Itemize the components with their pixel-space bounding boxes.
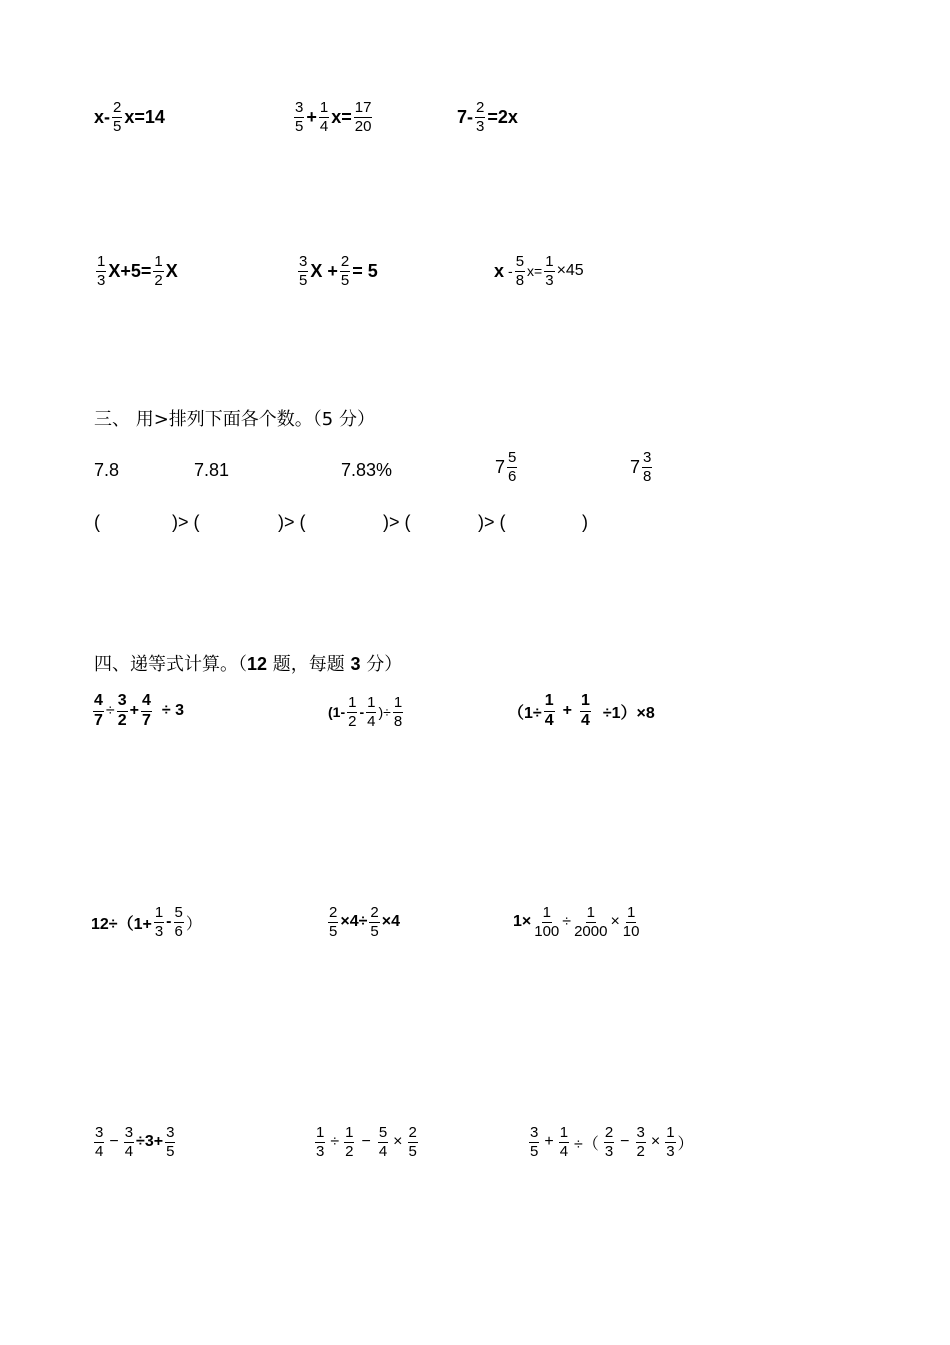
calc-5-op: ×4÷	[340, 913, 368, 931]
fraction: 1 3	[97, 253, 106, 289]
equation-6-part-c: ×45	[556, 262, 584, 280]
fraction: $\frac{1}{8}$	[393, 694, 403, 730]
minus-operator: -	[508, 263, 513, 280]
fraction: $\frac{1}{2}$	[154, 253, 163, 289]
minus-operator: -	[359, 704, 365, 721]
mixed-number-whole: 7	[630, 456, 641, 477]
calc-4-tail: ）	[185, 915, 202, 933]
equation-5	[296, 254, 378, 289]
fraction: $\frac{3}{4}$	[124, 1124, 134, 1160]
fraction: $\frac{17}{20}$	[354, 99, 372, 135]
plus-operator: +	[544, 1133, 554, 1151]
minus-operator: -	[166, 913, 172, 931]
calc-4-part-a: 12÷（1+	[91, 915, 152, 933]
calc-8	[313, 1125, 420, 1160]
equation-2	[292, 100, 374, 135]
fraction: $\frac{1}{10}$	[622, 904, 640, 940]
equation-1	[94, 100, 165, 135]
equation-3-part-a: 7-	[457, 106, 474, 127]
multiply-operator: ×	[650, 1133, 661, 1151]
fraction: 1 4	[367, 694, 376, 730]
equation-6	[494, 254, 584, 289]
calc-4	[91, 905, 202, 940]
order-slot-sep-4: )> (	[478, 512, 506, 532]
fraction: $\frac{1}{4}$	[559, 1124, 569, 1160]
fraction: $\frac{3}{5}$	[166, 1124, 175, 1160]
fraction: $\frac{1}{3}$	[316, 1124, 325, 1160]
multiply-operator: ×	[393, 1133, 403, 1151]
order-slot-sep-1: )> (	[172, 512, 200, 532]
minus-operator: −	[361, 1133, 371, 1151]
fraction: $\frac{1}{3}$	[154, 904, 164, 940]
calc-6-part-a: 1×	[513, 913, 532, 931]
calc-7	[92, 1125, 177, 1160]
equation-3	[457, 100, 518, 135]
number-3: 7.83%	[341, 460, 393, 480]
calc-5-tail: ×4	[381, 913, 400, 931]
plus-operator: +	[129, 702, 139, 720]
mixed-number-whole: 7	[495, 456, 506, 477]
order-slot-open: (	[94, 512, 100, 532]
fraction: 3 8	[643, 449, 652, 485]
fraction: 2 5	[113, 99, 122, 135]
order-slot-sep-2: )> (	[278, 512, 306, 532]
fraction: $\frac{1}{2}$	[345, 1124, 354, 1160]
equation-4-part-a: X+5=	[108, 260, 152, 281]
calc-1-tail: ÷ 3	[161, 702, 184, 720]
plus-operator: +	[562, 702, 572, 720]
fraction: $\frac{1}{3}$	[666, 1124, 675, 1160]
minus-operator: −	[620, 1133, 630, 1151]
equation-1-part-a: x-	[94, 106, 111, 127]
mixed-number-2	[630, 450, 654, 485]
calc-2-part-a: (1-	[328, 704, 346, 721]
order-slot-close: )	[582, 512, 588, 532]
fraction: $\frac{5}{4}$	[378, 1124, 388, 1160]
fraction: 3 4	[95, 1124, 104, 1160]
section-3-heading: 三、 用>排列下面各个数。（5 分）	[94, 409, 375, 430]
calc-2-op: )÷	[378, 704, 391, 721]
fraction: $\frac{1}{4}$	[319, 99, 329, 135]
order-slot-sep-3: )> (	[383, 512, 411, 532]
calc-6	[513, 905, 642, 940]
fraction: 2 3	[604, 1124, 614, 1160]
equation-3-part-b: =2x	[487, 106, 518, 127]
equation-5-part-b: = 5	[352, 260, 378, 281]
fraction: 3 5	[295, 99, 304, 135]
calc-2	[328, 695, 405, 730]
equation-4-part-b: X	[165, 260, 178, 281]
fraction: $\frac{1}{2000}$	[574, 904, 608, 940]
fraction: $\frac{4}{7}$	[94, 692, 103, 729]
fraction: $\frac{3}{2}$	[117, 692, 127, 729]
fraction: 5 6	[508, 449, 517, 485]
fraction: 3 5	[530, 1124, 539, 1160]
equation-6-part-a: x	[494, 260, 505, 281]
equation-4	[94, 254, 178, 289]
calc-1	[91, 693, 184, 730]
calc-9-op: ÷（	[574, 1135, 599, 1153]
divide-operator: ÷	[105, 702, 115, 720]
divide-operator: ÷	[562, 913, 572, 931]
calc-3-part-a: （1÷	[508, 704, 542, 722]
fraction: 1 2	[348, 694, 357, 730]
section-4-heading: 四、递等式计算。（12 题，每题 3 分）	[94, 654, 403, 675]
fraction: $\frac{2}{5}$	[370, 904, 379, 940]
fraction: 5 6	[174, 904, 183, 940]
fraction: $\frac{2}{5}$	[340, 253, 350, 289]
fraction: $\frac{2}{5}$	[408, 1124, 417, 1160]
number-1: 7.8	[94, 460, 120, 480]
mixed-number-1	[495, 450, 519, 485]
number-2: 7.81	[194, 460, 230, 480]
equation-6-part-b: x=	[527, 263, 543, 280]
equation-5-part-a: X +	[310, 260, 338, 281]
fraction: $\frac{1}{3}$	[545, 253, 554, 289]
fraction: 3 5	[299, 253, 308, 289]
fraction: $\frac{2}{3}$	[476, 99, 485, 135]
minus-operator: −	[109, 1133, 119, 1151]
calc-7-op: ÷3+	[136, 1133, 164, 1151]
calc-5	[326, 905, 400, 940]
fraction: $\frac{3}{2}$	[636, 1124, 645, 1160]
multiply-operator: ×	[610, 913, 620, 931]
fraction: 5 8	[515, 253, 525, 289]
plus-operator: +	[306, 106, 317, 127]
fraction: $\frac{1}{100}$	[534, 904, 560, 940]
fraction: $\frac{2}{5}$	[329, 904, 338, 940]
calc-3	[508, 693, 655, 730]
equation-2-part-b: x=	[331, 106, 352, 127]
calc-3-tail: ÷1）×8	[602, 704, 655, 722]
calc-9-tail: ）	[677, 1135, 694, 1153]
calc-9	[527, 1125, 694, 1160]
fraction: $\frac{1}{4}$	[544, 692, 554, 729]
equation-1-part-b: x=14	[124, 106, 165, 127]
fraction: $\frac{1}{4}$	[580, 692, 590, 729]
divide-operator: ÷	[330, 1133, 340, 1151]
fraction: $\frac{4}{7}$	[141, 692, 151, 729]
